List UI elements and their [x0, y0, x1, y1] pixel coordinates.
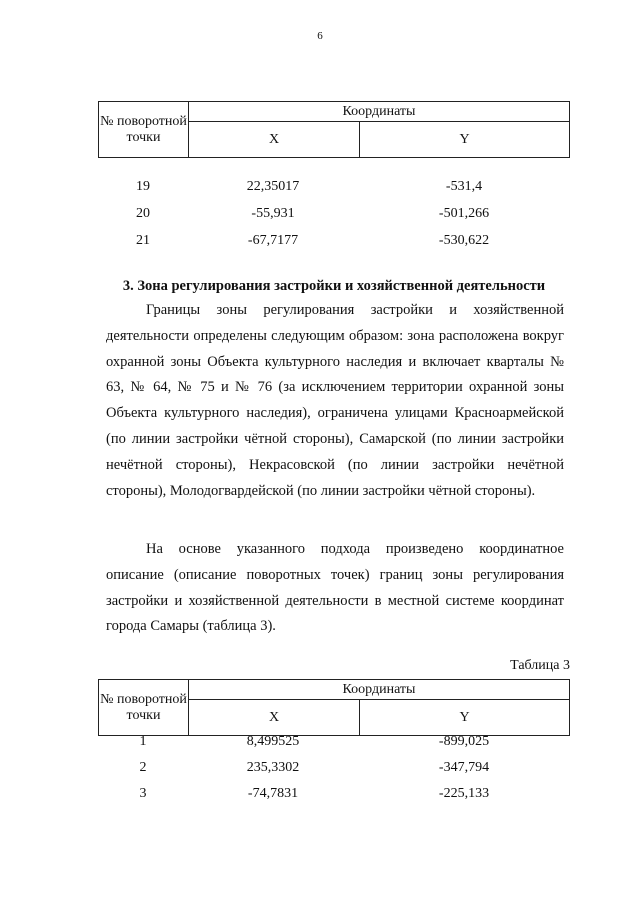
x-value: 22,35017	[246, 179, 300, 194]
y-value: -899,025	[438, 734, 490, 749]
y-value: -347,794	[438, 760, 490, 775]
paragraph-coordinate-description: На основе указанного подхода произведено координатное описание (описание поворотных точек) границ зоны регулирования застройки и хозяйственной деятельности в местной системе координат города Самары (таблица 3).	[106, 541, 564, 635]
paragraph-zone-boundaries: Границы зоны регулирования застройки и хозяйственной деятельности определены следующим образом: зона расположена вокруг охранной зоны Объекта культурного наследия и включает кварталы № 63, № 64, № 75 и № 76 (за исключением территории охранной зоны Объекта культурного наследия), ограничена улицами Красноармейской (по линии застройки чётной стороны), Самарской (по линии застройки нечётной стороны), Некрасовской (по линии застройки нечётной стороны), Молодогвардейской (по линии застройки чётной стороны).	[106, 302, 564, 499]
y-header: Y	[360, 122, 570, 158]
table-row	[98, 230, 570, 252]
point-number-header: № поворотной точки	[99, 102, 189, 158]
x-header: X	[189, 122, 360, 158]
y-value: -531,4	[445, 179, 483, 194]
coordinates-table-header-3	[98, 679, 570, 736]
coordinates-header: Координаты	[189, 102, 570, 122]
y-header: Y	[360, 700, 570, 736]
table-row	[98, 731, 570, 753]
x-value: 8,499525	[246, 734, 300, 749]
page-number: 6	[317, 30, 323, 42]
table-row	[98, 757, 570, 779]
point-number: 3	[139, 786, 147, 801]
table-row	[98, 783, 570, 805]
x-value: -74,7831	[247, 786, 299, 801]
table-row	[98, 176, 570, 198]
point-number-header: № поворотной точки	[99, 680, 189, 736]
y-value: -225,133	[438, 786, 490, 801]
table-row	[98, 203, 570, 225]
coordinates-table-header-top	[98, 101, 570, 158]
y-value: -501,266	[438, 206, 490, 221]
x-value: -55,931	[251, 206, 295, 221]
x-value: -67,7177	[247, 233, 299, 248]
point-number: 19	[136, 179, 150, 194]
point-number: 21	[136, 233, 150, 248]
coordinates-header: Координаты	[189, 680, 570, 700]
point-number: 2	[139, 760, 147, 775]
point-number: 20	[136, 206, 150, 221]
table-caption: Таблица 3	[510, 658, 570, 673]
point-number: 1	[139, 734, 147, 749]
x-header: X	[189, 700, 360, 736]
section-heading: 3. Зона регулирования застройки и хозяйственной деятельности	[122, 278, 546, 294]
y-value: -530,622	[438, 233, 490, 248]
x-value: 235,3302	[246, 760, 300, 775]
